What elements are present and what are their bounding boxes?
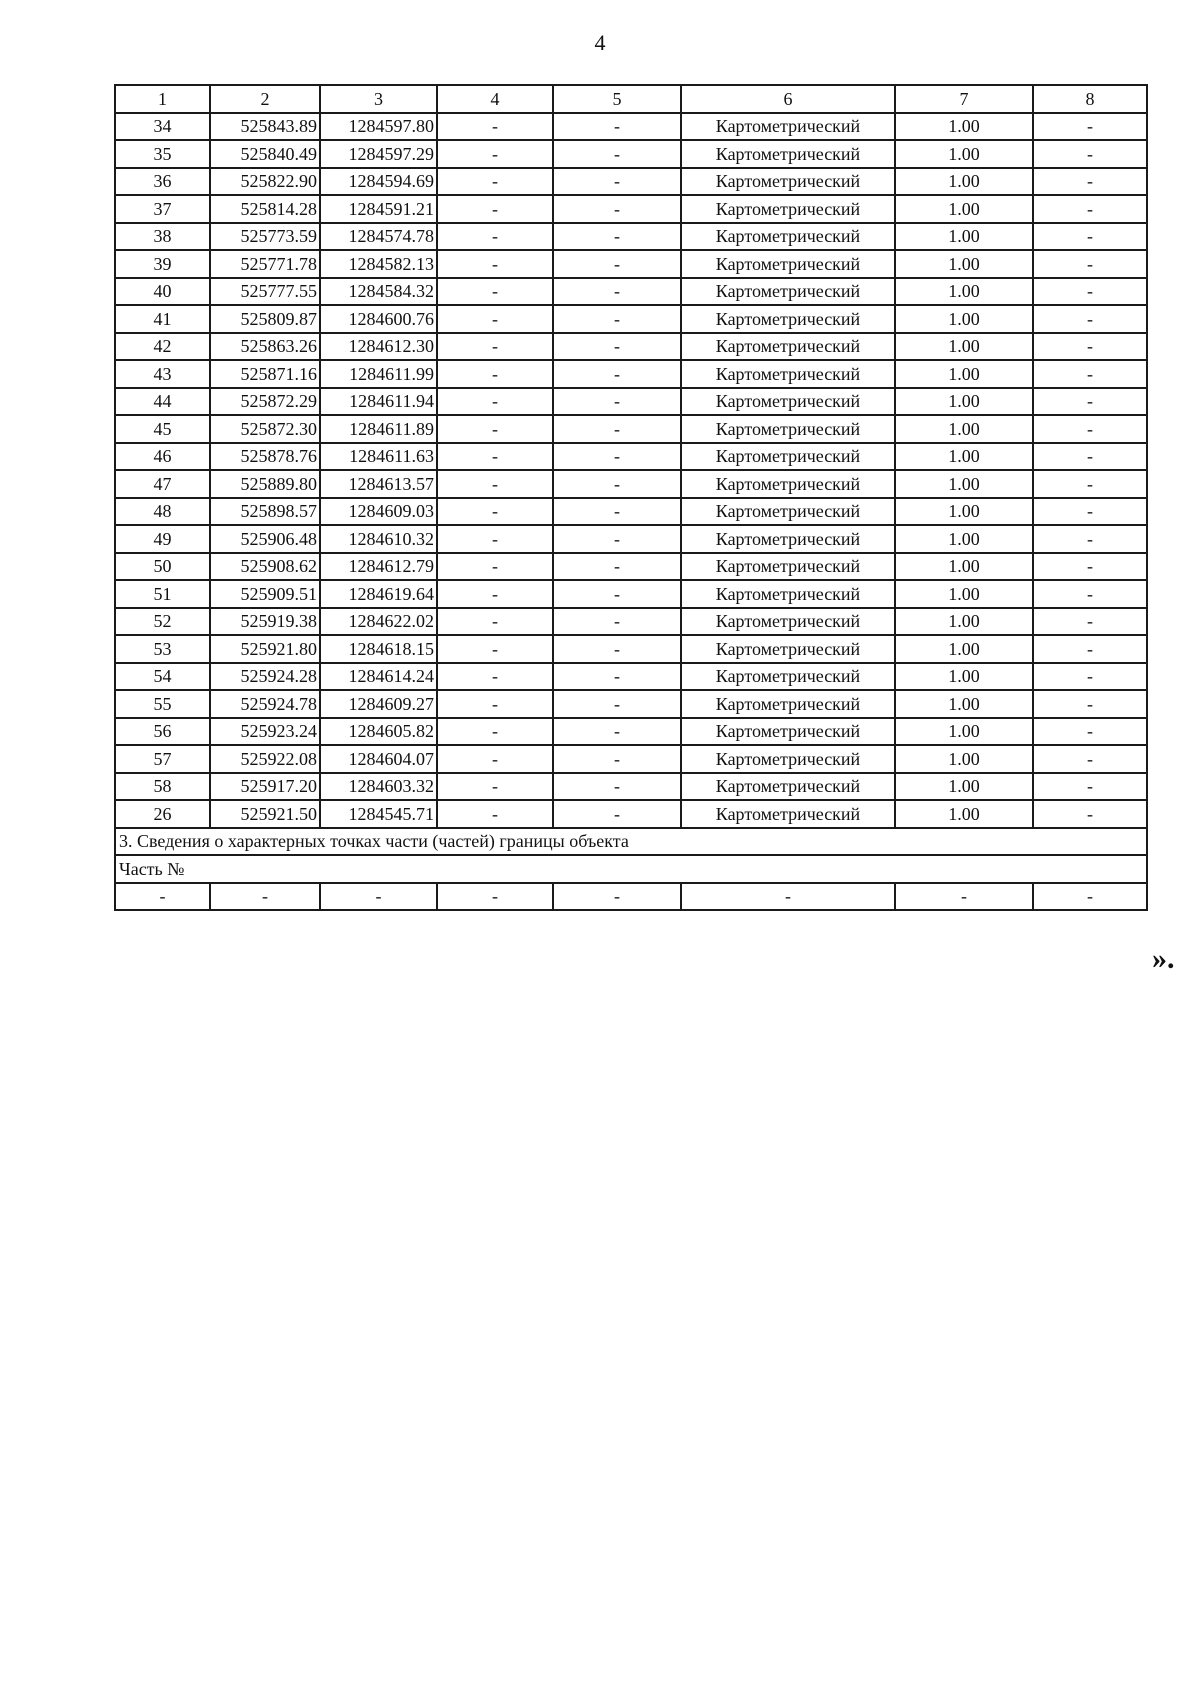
cell-method: Картометрический [681,525,895,553]
cell-method: Картометрический [681,470,895,498]
cell-accuracy: 1.00 [895,443,1033,471]
cell-method: Картометрический [681,140,895,168]
table-row [115,250,1147,278]
empty-cell: - [210,883,320,911]
cell-point-number: 58 [115,773,210,801]
cell-col5: - [553,635,681,663]
table-row [115,360,1147,388]
cell-y-coordinate: 1284604.07 [320,745,437,773]
cell-x-coordinate: 525773.59 [210,223,320,251]
table-row [115,443,1147,471]
cell-col8: - [1033,470,1147,498]
cell-method: Картометрический [681,333,895,361]
cell-col4: - [437,635,553,663]
table-row [115,388,1147,416]
cell-col4: - [437,690,553,718]
cell-y-coordinate: 1284609.03 [320,498,437,526]
cell-accuracy: 1.00 [895,718,1033,746]
cell-point-number: 54 [115,663,210,691]
table-row [115,278,1147,306]
cell-col5: - [553,718,681,746]
table-row [115,800,1147,828]
cell-accuracy: 1.00 [895,140,1033,168]
cell-y-coordinate: 1284618.15 [320,635,437,663]
cell-col4: - [437,443,553,471]
cell-col8: - [1033,278,1147,306]
cell-col4: - [437,773,553,801]
cell-y-coordinate: 1284597.29 [320,140,437,168]
cell-x-coordinate: 525809.87 [210,305,320,333]
cell-y-coordinate: 1284603.32 [320,773,437,801]
header-cell-col6: 6 [681,85,895,113]
cell-x-coordinate: 525771.78 [210,250,320,278]
table-row [115,773,1147,801]
cell-x-coordinate: 525924.78 [210,690,320,718]
cell-accuracy: 1.00 [895,663,1033,691]
cell-accuracy: 1.00 [895,333,1033,361]
cell-y-coordinate: 1284622.02 [320,608,437,636]
cell-col5: - [553,415,681,443]
cell-accuracy: 1.00 [895,745,1033,773]
cell-col5: - [553,773,681,801]
cell-method: Картометрический [681,580,895,608]
cell-col8: - [1033,443,1147,471]
cell-x-coordinate: 525922.08 [210,745,320,773]
cell-col8: - [1033,388,1147,416]
cell-method: Картометрический [681,443,895,471]
cell-col8: - [1033,690,1147,718]
empty-cell: - [681,883,895,911]
cell-x-coordinate: 525908.62 [210,553,320,581]
header-cell-col2: 2 [210,85,320,113]
cell-y-coordinate: 1284612.79 [320,553,437,581]
cell-y-coordinate: 1284613.57 [320,470,437,498]
cell-col5: - [553,168,681,196]
cell-x-coordinate: 525822.90 [210,168,320,196]
cell-col4: - [437,663,553,691]
cell-method: Картометрический [681,305,895,333]
cell-y-coordinate: 1284605.82 [320,718,437,746]
cell-col4: - [437,360,553,388]
cell-method: Картометрический [681,800,895,828]
empty-cell: - [895,883,1033,911]
cell-point-number: 36 [115,168,210,196]
cell-col4: - [437,553,553,581]
table-row [115,140,1147,168]
part-label: Часть № [115,855,1147,883]
cell-col8: - [1033,553,1147,581]
cell-col5: - [553,690,681,718]
cell-method: Картометрический [681,690,895,718]
cell-col8: - [1033,195,1147,223]
cell-y-coordinate: 1284612.30 [320,333,437,361]
cell-point-number: 42 [115,333,210,361]
cell-col4: - [437,333,553,361]
cell-point-number: 41 [115,305,210,333]
cell-method: Картометрический [681,773,895,801]
table-row [115,690,1147,718]
empty-cell: - [320,883,437,911]
cell-col4: - [437,498,553,526]
cell-y-coordinate: 1284611.94 [320,388,437,416]
cell-point-number: 45 [115,415,210,443]
cell-point-number: 50 [115,553,210,581]
cell-col5: - [553,553,681,581]
cell-method: Картометрический [681,745,895,773]
empty-part-row [115,883,1147,911]
table-row [115,113,1147,141]
cell-accuracy: 1.00 [895,195,1033,223]
empty-cell: - [437,883,553,911]
cell-point-number: 26 [115,800,210,828]
cell-col8: - [1033,498,1147,526]
cell-point-number: 43 [115,360,210,388]
cell-col5: - [553,470,681,498]
cell-x-coordinate: 525923.24 [210,718,320,746]
cell-point-number: 49 [115,525,210,553]
cell-x-coordinate: 525871.16 [210,360,320,388]
page-number: 4 [594,30,606,55]
cell-col8: - [1033,525,1147,553]
cell-col8: - [1033,168,1147,196]
cell-col8: - [1033,580,1147,608]
cell-accuracy: 1.00 [895,553,1033,581]
cell-x-coordinate: 525898.57 [210,498,320,526]
cell-point-number: 34 [115,113,210,141]
table-row [115,305,1147,333]
cell-col8: - [1033,663,1147,691]
section-title-row [115,828,1147,856]
table-row [115,608,1147,636]
cell-col4: - [437,800,553,828]
cell-col8: - [1033,250,1147,278]
table-row [115,525,1147,553]
table-row [115,415,1147,443]
cell-accuracy: 1.00 [895,278,1033,306]
cell-x-coordinate: 525814.28 [210,195,320,223]
table-row [115,580,1147,608]
cell-x-coordinate: 525878.76 [210,443,320,471]
part-label-row [115,855,1147,883]
cell-col5: - [553,195,681,223]
cell-x-coordinate: 525921.50 [210,800,320,828]
cell-col8: - [1033,305,1147,333]
cell-point-number: 46 [115,443,210,471]
cell-accuracy: 1.00 [895,113,1033,141]
cell-method: Картометрический [681,415,895,443]
cell-col5: - [553,608,681,636]
cell-col5: - [553,223,681,251]
cell-col4: - [437,470,553,498]
cell-point-number: 55 [115,690,210,718]
cell-col4: - [437,525,553,553]
cell-col8: - [1033,718,1147,746]
empty-cell: - [553,883,681,911]
cell-col4: - [437,168,553,196]
header-row [115,85,1147,113]
header-cell-col5: 5 [553,85,681,113]
cell-y-coordinate: 1284600.76 [320,305,437,333]
cell-point-number: 51 [115,580,210,608]
cell-col8: - [1033,113,1147,141]
cell-method: Картометрический [681,195,895,223]
cell-col4: - [437,195,553,223]
cell-y-coordinate: 1284614.24 [320,663,437,691]
cell-x-coordinate: 525924.28 [210,663,320,691]
cell-col4: - [437,718,553,746]
section-title: 3. Сведения о характерных точках части (частей) границы объекта [115,828,1147,856]
cell-x-coordinate: 525921.80 [210,635,320,663]
cell-col4: - [437,388,553,416]
cell-x-coordinate: 525777.55 [210,278,320,306]
cell-accuracy: 1.00 [895,690,1033,718]
cell-method: Картометрический [681,663,895,691]
cell-accuracy: 1.00 [895,360,1033,388]
cell-method: Картометрический [681,168,895,196]
table-row [115,333,1147,361]
cell-accuracy: 1.00 [895,470,1033,498]
cell-point-number: 44 [115,388,210,416]
cell-y-coordinate: 1284574.78 [320,223,437,251]
empty-cell: - [115,883,210,911]
cell-accuracy: 1.00 [895,800,1033,828]
cell-col5: - [553,333,681,361]
cell-accuracy: 1.00 [895,168,1033,196]
cell-col5: - [553,250,681,278]
header-cell-col4: 4 [437,85,553,113]
cell-col5: - [553,140,681,168]
cell-col8: - [1033,745,1147,773]
cell-method: Картометрический [681,553,895,581]
cell-accuracy: 1.00 [895,305,1033,333]
cell-col5: - [553,525,681,553]
cell-col5: - [553,305,681,333]
cell-col4: - [437,223,553,251]
cell-col4: - [437,278,553,306]
cell-col5: - [553,113,681,141]
cell-col5: - [553,580,681,608]
cell-col5: - [553,360,681,388]
header-cell-col3: 3 [320,85,437,113]
header-cell-col1: 1 [115,85,210,113]
table-row [115,635,1147,663]
cell-col8: - [1033,223,1147,251]
cell-method: Картометрический [681,718,895,746]
cell-col8: - [1033,800,1147,828]
table-row [115,223,1147,251]
cell-method: Картометрический [681,223,895,251]
table-row [115,168,1147,196]
coordinates-table [114,84,1148,911]
table-row [115,470,1147,498]
header-cell-col7: 7 [895,85,1033,113]
cell-col8: - [1033,333,1147,361]
table-row [115,718,1147,746]
cell-col8: - [1033,635,1147,663]
cell-col5: - [553,388,681,416]
cell-point-number: 56 [115,718,210,746]
cell-col4: - [437,580,553,608]
cell-col5: - [553,498,681,526]
cell-y-coordinate: 1284609.27 [320,690,437,718]
cell-point-number: 52 [115,608,210,636]
cell-y-coordinate: 1284597.80 [320,113,437,141]
cell-col4: - [437,745,553,773]
cell-y-coordinate: 1284582.13 [320,250,437,278]
cell-col4: - [437,305,553,333]
cell-col8: - [1033,140,1147,168]
header-cell-col8: 8 [1033,85,1147,113]
cell-point-number: 48 [115,498,210,526]
cell-x-coordinate: 525843.89 [210,113,320,141]
cell-col4: - [437,113,553,141]
cell-point-number: 40 [115,278,210,306]
cell-x-coordinate: 525863.26 [210,333,320,361]
cell-x-coordinate: 525919.38 [210,608,320,636]
cell-method: Картометрический [681,608,895,636]
cell-col5: - [553,443,681,471]
cell-y-coordinate: 1284610.32 [320,525,437,553]
cell-col4: - [437,250,553,278]
cell-method: Картометрический [681,113,895,141]
table-row [115,745,1147,773]
table-row [115,498,1147,526]
cell-accuracy: 1.00 [895,415,1033,443]
cell-accuracy: 1.00 [895,635,1033,663]
cell-accuracy: 1.00 [895,250,1033,278]
cell-col5: - [553,745,681,773]
cell-point-number: 35 [115,140,210,168]
cell-method: Картометрический [681,278,895,306]
cell-accuracy: 1.00 [895,580,1033,608]
cell-accuracy: 1.00 [895,525,1033,553]
cell-x-coordinate: 525889.80 [210,470,320,498]
cell-accuracy: 1.00 [895,773,1033,801]
cell-col5: - [553,663,681,691]
cell-point-number: 57 [115,745,210,773]
cell-col8: - [1033,415,1147,443]
closing-quote: ». [1152,942,1175,975]
cell-col4: - [437,140,553,168]
table-row [115,663,1147,691]
cell-method: Картометрический [681,388,895,416]
cell-accuracy: 1.00 [895,498,1033,526]
cell-point-number: 38 [115,223,210,251]
cell-accuracy: 1.00 [895,608,1033,636]
cell-point-number: 37 [115,195,210,223]
cell-x-coordinate: 525872.29 [210,388,320,416]
cell-method: Картометрический [681,250,895,278]
cell-y-coordinate: 1284619.64 [320,580,437,608]
cell-col8: - [1033,360,1147,388]
table-row [115,553,1147,581]
cell-col8: - [1033,773,1147,801]
cell-col4: - [437,608,553,636]
empty-cell: - [1033,883,1147,911]
cell-x-coordinate: 525872.30 [210,415,320,443]
cell-y-coordinate: 1284584.32 [320,278,437,306]
cell-y-coordinate: 1284545.71 [320,800,437,828]
table-body [115,85,1147,910]
cell-accuracy: 1.00 [895,223,1033,251]
cell-col5: - [553,800,681,828]
cell-accuracy: 1.00 [895,388,1033,416]
cell-y-coordinate: 1284611.63 [320,443,437,471]
cell-y-coordinate: 1284611.99 [320,360,437,388]
cell-x-coordinate: 525917.20 [210,773,320,801]
cell-y-coordinate: 1284594.69 [320,168,437,196]
cell-col4: - [437,415,553,443]
table-row [115,195,1147,223]
cell-y-coordinate: 1284591.21 [320,195,437,223]
cell-method: Картометрический [681,360,895,388]
cell-method: Картометрический [681,498,895,526]
cell-point-number: 53 [115,635,210,663]
cell-method: Картометрический [681,635,895,663]
cell-x-coordinate: 525909.51 [210,580,320,608]
cell-col5: - [553,278,681,306]
cell-y-coordinate: 1284611.89 [320,415,437,443]
cell-x-coordinate: 525840.49 [210,140,320,168]
cell-col8: - [1033,608,1147,636]
cell-x-coordinate: 525906.48 [210,525,320,553]
cell-point-number: 39 [115,250,210,278]
cell-point-number: 47 [115,470,210,498]
